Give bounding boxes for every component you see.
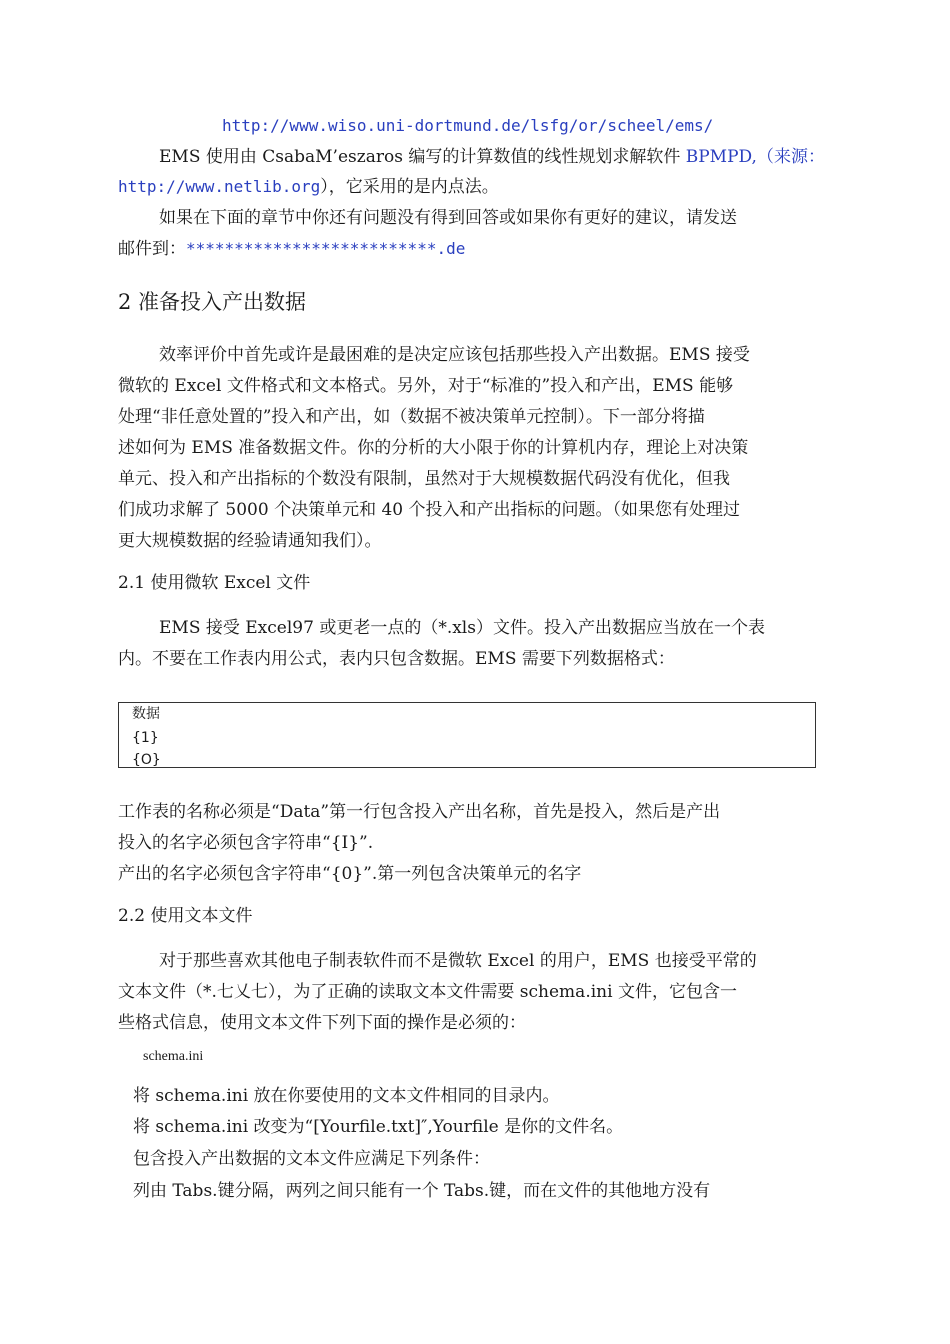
section-2-1-para-line: EMS 接受 Excel97 或更老一点的（*.xls）文件。投入产出数据应当放在一个表 xyxy=(159,618,765,638)
format-box-row: {O} xyxy=(132,752,161,768)
step-item: 将 schema.ini 改变为“[Yourfile.txt]″,Yourfile 是你的文件名。 xyxy=(133,1117,624,1137)
schema-ini-label: schema.ini xyxy=(143,1049,204,1064)
ems-homepage-link[interactable]: http://www.wiso.uni-dortmund.de/lsfg/or/scheel/ems/ xyxy=(222,116,714,135)
section-2-2-para-line: 对于那些喜欢其他电子制表软件而不是微软 Excel 的用户，EMS 也接受平常的 xyxy=(159,951,757,971)
ems-solver-line-1 xyxy=(159,146,825,168)
section-2-para-line: 处理“非任意处置的”投入和产出，如（数据不被决策单元控制）。下一部分将描 xyxy=(118,407,705,427)
bpmpd-link[interactable]: BPMPD,（来源： xyxy=(685,147,825,167)
section-2-para-line: 微软的 Excel 文件格式和文本格式。另外，对于“标准的”投入和产出，EMS 能够 xyxy=(118,376,734,396)
output-name-note: 产出的名字必须包含字符串“{0}”.第一列包含决策单元的名字 xyxy=(118,864,582,884)
netlib-link[interactable]: http://www.netlib.org xyxy=(118,177,321,196)
section-2-para-line: 效率评价中首先或许是最困难的是决定应该包括那些投入产出数据。EMS 接受 xyxy=(159,345,750,365)
section-2-para-line: 更大规模数据的经验请通知我们）。 xyxy=(118,531,382,551)
section-2-para-line: 们成功求解了 5000 个决策单元和 40 个投入和产出指标的问题。（如果您有处理过 xyxy=(118,500,741,520)
section-2-1-heading: 2.1 使用微软 Excel 文件 xyxy=(118,573,311,593)
step-item: 列由 Tabs.键分隔，两列之间只能有一个 Tabs.键，而在文件的其他地方没有 xyxy=(133,1181,711,1201)
input-name-note: 投入的名字必须包含字符串“{I}”. xyxy=(118,833,374,853)
section-2-para-line: 述如何为 EMS 准备数据文件。你的分析的大小限于你的计算机内存，理论上对决策 xyxy=(118,438,749,458)
sheet-name-note: 工作表的名称必须是“Data”第一行包含投入产出名称，首先是投入，然后是产出 xyxy=(118,802,721,822)
section-2-1-para-line: 内。不要在工作表内用公式，表内只包含数据。EMS 需要下列数据格式： xyxy=(118,649,675,669)
data-format-box xyxy=(118,702,816,768)
format-box-row: 数据 xyxy=(132,706,160,722)
contact-email-link[interactable]: **************************.de xyxy=(186,239,466,258)
contact-line-2 xyxy=(118,238,465,260)
section-2-2-heading: 2.2 使用文本文件 xyxy=(118,906,253,926)
section-2-2-para-line: 些格式信息，使用文本文件下列下面的操作是必须的： xyxy=(118,1013,526,1033)
ems-solver-text: EMS 使用由 CsabaM’eszaros 编写的计算数值的线性规划求解软件 xyxy=(159,147,686,167)
step-item: 包含投入产出数据的文本文件应满足下列条件： xyxy=(133,1149,490,1169)
step-item: 将 schema.ini 放在你要使用的文本文件相同的目录内。 xyxy=(133,1086,560,1106)
section-2-para-line: 单元、投入和产出指标的个数没有限制，虽然对于大规模数据代码没有优化，但我 xyxy=(118,469,730,489)
section-2-heading: 2 准备投入产出数据 xyxy=(118,290,307,314)
contact-line-1: 如果在下面的章节中你还有问题没有得到回答或如果你有更好的建议，请发送 xyxy=(159,208,737,228)
format-box-row: {1} xyxy=(132,730,159,746)
ems-solver-text-2: ），它采用的是内点法。 xyxy=(320,177,499,197)
section-2-2-para-line: 文本文件（*.七乂七），为了正确的读取文本文件需要 schema.ini 文件，它包含一 xyxy=(118,982,737,1002)
contact-label: 邮件到： xyxy=(118,239,186,259)
ems-solver-line-2 xyxy=(118,176,499,198)
